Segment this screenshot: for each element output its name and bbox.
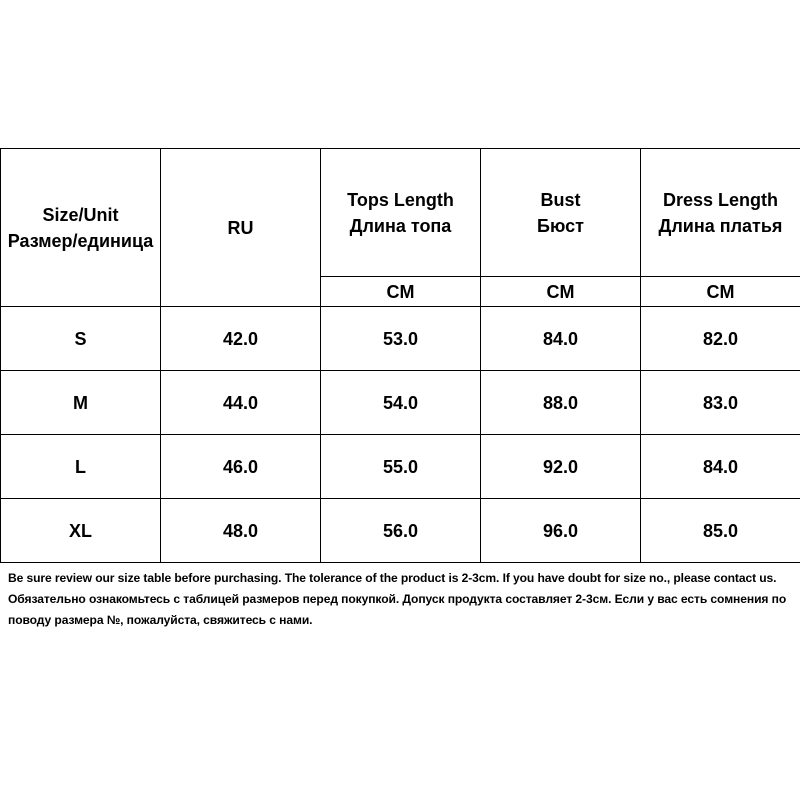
size-cell: M bbox=[1, 371, 161, 435]
ru-cell: 46.0 bbox=[161, 435, 321, 499]
note-english: Be sure review our size table before purchasing. The tolerance of the product is 2-3cm. If you have doubt for size no., please contact us. bbox=[8, 571, 777, 585]
header-dress-length bbox=[641, 149, 800, 277]
header-bust-en: Bust bbox=[540, 189, 581, 210]
header-dress-length-ru: Длина платья bbox=[658, 215, 783, 236]
header-bust-ru: Бюст bbox=[537, 215, 584, 236]
ru-cell: 44.0 bbox=[161, 371, 321, 435]
table-row bbox=[1, 371, 800, 435]
header-size-unit-ru: Размер/единица bbox=[7, 230, 154, 251]
bust-cell: 84.0 bbox=[481, 307, 641, 371]
header-ru-label: RU bbox=[227, 217, 254, 238]
header-size-unit bbox=[1, 149, 161, 307]
note-russian: Обязательно ознакомьтесь с таблицей размеров перед покупкой. Допуск продукта составляет 2-3см. Если у вас есть сомнения по поводу размера №, пожалуйста, свяжитесь с нами. bbox=[8, 592, 787, 627]
size-cell: XL bbox=[1, 499, 161, 563]
header-row bbox=[1, 149, 800, 277]
tops-length-cell: 55.0 bbox=[321, 435, 481, 499]
header-bust bbox=[481, 149, 641, 277]
size-notes bbox=[8, 568, 798, 631]
bust-cell: 88.0 bbox=[481, 371, 641, 435]
header-tops-length-ru: Длина топа bbox=[349, 215, 452, 236]
unit-bust: CM bbox=[481, 277, 641, 307]
table-row bbox=[1, 307, 800, 371]
tops-length-cell: 53.0 bbox=[321, 307, 481, 371]
table-row bbox=[1, 499, 800, 563]
ru-cell: 42.0 bbox=[161, 307, 321, 371]
tops-length-cell: 54.0 bbox=[321, 371, 481, 435]
table-row bbox=[1, 435, 800, 499]
tops-length-cell: 56.0 bbox=[321, 499, 481, 563]
header-tops-length bbox=[321, 149, 481, 277]
dress-length-cell: 84.0 bbox=[641, 435, 800, 499]
size-cell: L bbox=[1, 435, 161, 499]
size-chart-table bbox=[0, 148, 800, 563]
header-tops-length-en: Tops Length bbox=[347, 189, 454, 210]
dress-length-cell: 82.0 bbox=[641, 307, 800, 371]
bust-cell: 96.0 bbox=[481, 499, 641, 563]
size-cell: S bbox=[1, 307, 161, 371]
dress-length-cell: 85.0 bbox=[641, 499, 800, 563]
header-dress-length-en: Dress Length bbox=[662, 189, 779, 210]
header-size-unit-en: Size/Unit bbox=[42, 204, 119, 225]
bust-cell: 92.0 bbox=[481, 435, 641, 499]
unit-dress-length: CM bbox=[641, 277, 800, 307]
header-ru bbox=[161, 149, 321, 307]
ru-cell: 48.0 bbox=[161, 499, 321, 563]
unit-tops-length: CM bbox=[321, 277, 481, 307]
dress-length-cell: 83.0 bbox=[641, 371, 800, 435]
